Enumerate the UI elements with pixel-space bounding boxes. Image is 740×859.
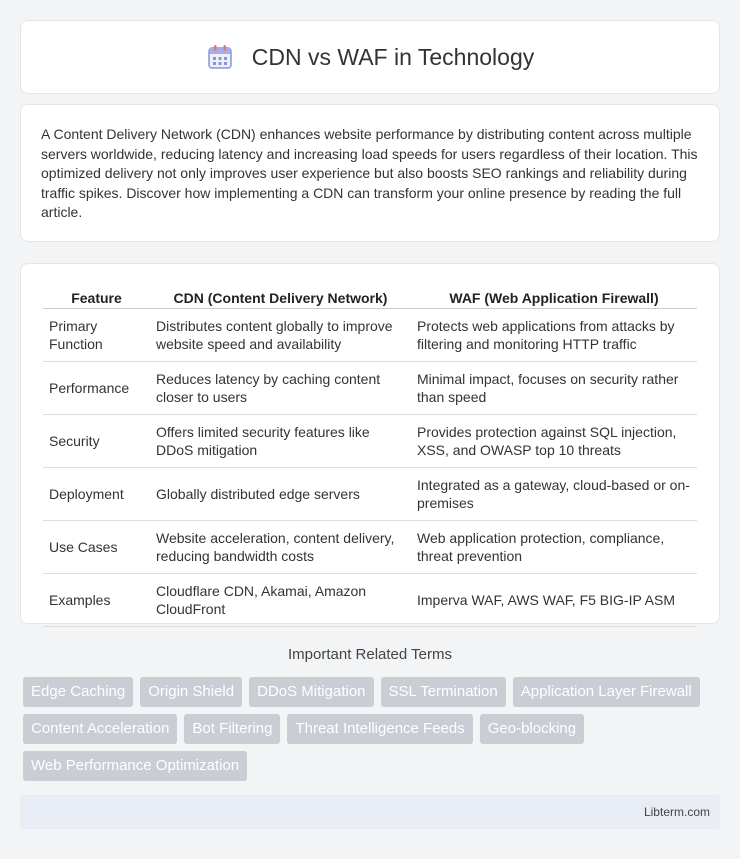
waf-cell: Imperva WAF, AWS WAF, F5 BIG-IP ASM [411,574,697,627]
feature-cell: Use Cases [43,521,150,574]
comparison-table [43,284,697,627]
table-row [43,309,697,362]
page-title: CDN vs WAF in Technology [251,43,535,70]
calendar-icon [206,43,234,71]
intro-text: A Content Delivery Network (CDN) enhances website performance by distributing content across multiple servers worldwide, reducing latency and increasing load speeds for users regardless of their location. This optimized delivery not only improves user experience but also boosts SEO rankings and reliability during traffic spikes. Discover how implementing a CDN can transform your online presence by reading the full article. [41,126,698,220]
footer-site-link[interactable]: Libterm.com [643,805,710,819]
related-term-tag[interactable]: Web Performance Optimization [23,751,247,781]
footer [20,795,720,829]
cdn-cell: Cloudflare CDN, Akamai, Amazon CloudFront [150,574,411,627]
cdn-cell: Reduces latency by caching content closer to users [150,362,411,415]
feature-cell: Examples [43,574,150,627]
related-term-tag[interactable]: Content Acceleration [23,714,177,744]
related-term-tag[interactable]: Geo-blocking [480,714,584,744]
cdn-cell: Offers limited security features like DDoS mitigation [150,415,411,468]
waf-cell: Provides protection against SQL injection, XSS, and OWASP top 10 threats [411,415,697,468]
related-terms-title: Important Related Terms [288,646,452,663]
table-row [43,521,697,574]
table-header-row [43,284,697,309]
table-row [43,415,697,468]
related-term-tag[interactable]: SSL Termination [381,677,506,707]
feature-cell: Primary Function [43,309,150,362]
header-cdn: CDN (Content Delivery Network) [150,284,411,309]
related-term-tag[interactable]: Edge Caching [23,677,133,707]
table-row [43,574,697,627]
cdn-cell: Globally distributed edge servers [150,468,411,521]
comparison-card [20,263,720,624]
waf-cell: Integrated as a gateway, cloud-based or on-premises [411,468,697,521]
related-terms-list [23,677,723,788]
related-term-tag[interactable]: Application Layer Firewall [513,677,700,707]
table-row [43,468,697,521]
header-feature: Feature [43,284,150,309]
table-row [43,362,697,415]
waf-cell: Web application protection, compliance, threat prevention [411,521,697,574]
related-term-tag[interactable]: DDoS Mitigation [249,677,373,707]
cdn-cell: Website acceleration, content delivery, reducing bandwidth costs [150,521,411,574]
related-term-tag[interactable]: Origin Shield [140,677,242,707]
related-term-tag[interactable]: Threat Intelligence Feeds [287,714,472,744]
related-term-tag[interactable]: Bot Filtering [184,714,280,744]
header-waf: WAF (Web Application Firewall) [411,284,697,309]
feature-cell: Security [43,415,150,468]
waf-cell: Protects web applications from attacks by filtering and monitoring HTTP traffic [411,309,697,362]
cdn-cell: Distributes content globally to improve website speed and availability [150,309,411,362]
intro-card [20,104,720,242]
feature-cell: Deployment [43,468,150,521]
title-card [20,20,720,94]
feature-cell: Performance [43,362,150,415]
waf-cell: Minimal impact, focuses on security rather than speed [411,362,697,415]
